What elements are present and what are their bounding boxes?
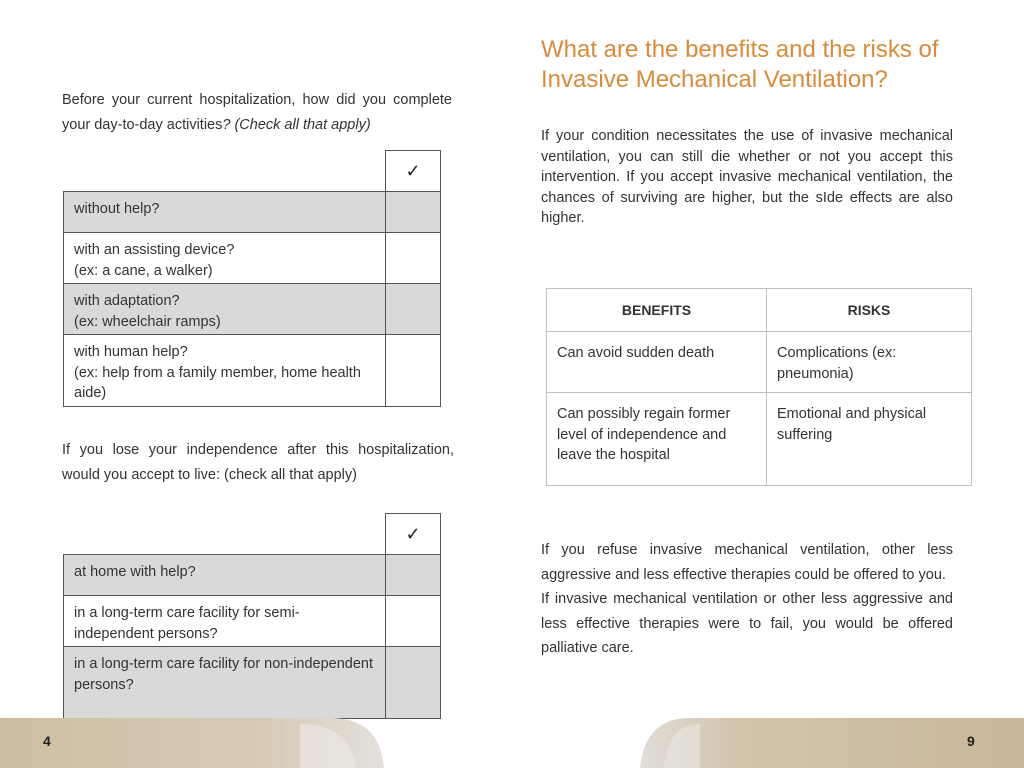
table-row — [64, 555, 441, 596]
question-1-text: Before your current hospitalization, how did you complete your day-to-day activities — [62, 92, 452, 133]
risk-cell: Emotional and physical suffering — [767, 393, 972, 486]
check-column-header: ✓ — [386, 151, 441, 192]
row-label: in a long-term care facility for semi-independent persons? — [64, 596, 386, 647]
section-title: What are the benefits and the risks of Invasive Mechanical Ventilation? — [541, 36, 939, 93]
table-row — [64, 284, 441, 335]
row-label: at home with help? — [64, 555, 386, 596]
table-row — [64, 192, 441, 233]
risk-cell: Complications (ex: pneumonia) — [767, 332, 972, 393]
checkbox-semi-independent[interactable] — [386, 596, 441, 647]
benefits-risks-table — [546, 288, 972, 486]
benefit-cell: Can possibly regain former level of independence and leave the hospital — [547, 393, 767, 486]
refusal-paragraphs — [541, 538, 953, 661]
question-2: If you lose your independence after this hospitalization, would you accept to live: (check all that apply) — [62, 442, 454, 483]
row-label: in a long-term care facility for non-independent persons? — [64, 647, 386, 719]
benefit-cell: Can avoid sudden death — [547, 332, 767, 393]
table-row — [547, 393, 972, 486]
footer-decoration — [0, 718, 1024, 768]
table-row — [547, 332, 972, 393]
table-row — [64, 335, 441, 407]
checkbox-without-help[interactable] — [386, 192, 441, 233]
right-page-number: 9 — [967, 733, 975, 749]
table-row — [64, 647, 441, 719]
row-label: without help? — [64, 192, 386, 233]
checkbox-human-help[interactable] — [386, 335, 441, 407]
palliative-paragraph: If invasive mechanical ventilation or other less aggressive and less effective therapies were to fail, you would be offered palliative care. — [541, 591, 953, 656]
living-options-table — [63, 513, 441, 719]
checkbox-home-with-help[interactable] — [386, 555, 441, 596]
question-1-instruction: ? (Check all that apply) — [222, 116, 371, 133]
checkbox-assisting-device[interactable] — [386, 233, 441, 284]
left-page-number: 4 — [43, 733, 51, 749]
row-label: with human help? (ex: help from a family member, home health aide) — [64, 335, 386, 407]
checkbox-non-independent[interactable] — [386, 647, 441, 719]
table-row — [64, 596, 441, 647]
row-label: with adaptation? (ex: wheelchair ramps) — [64, 284, 386, 335]
checkbox-adaptation[interactable] — [386, 284, 441, 335]
benefits-header: BENEFITS — [547, 289, 767, 332]
risks-header: RISKS — [767, 289, 972, 332]
daily-activities-table — [63, 150, 441, 407]
question-1 — [62, 88, 452, 137]
intro-paragraph: If your condition necessitates the use of invasive mechanical ventilation, you can still die whether or not you accept this intervention. If you accept invasive mechanical ventilation, the chances of surviving are higher, but the sIde effects are also higher. — [541, 128, 953, 226]
table-row — [64, 233, 441, 284]
row-label: with an assisting device? (ex: a cane, a walker) — [64, 233, 386, 284]
refusal-paragraph: If you refuse invasive mechanical ventilation, other less aggressive and less effective therapies could be offered to you. — [541, 542, 953, 583]
check-column-header: ✓ — [386, 514, 441, 555]
